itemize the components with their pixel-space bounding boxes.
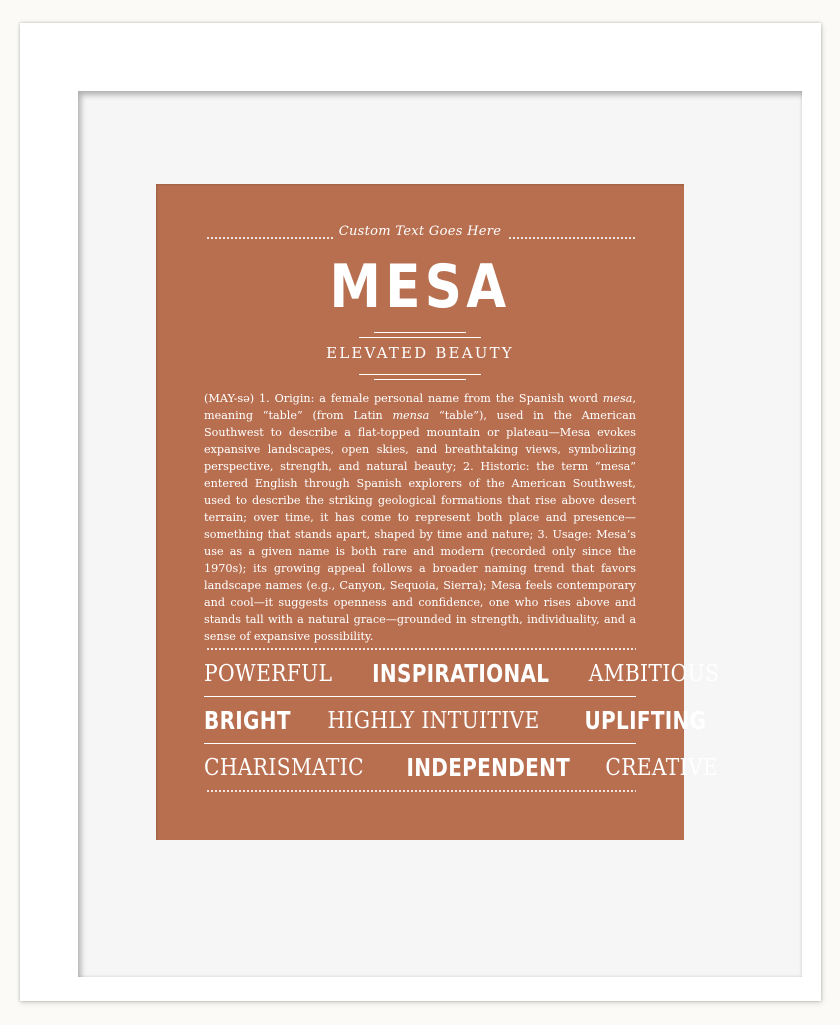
definition-part-3: “table”), used in the American Southwest to describe a flat-topped mountain or plateau—Mesa evokes expansive landscapes, open skies, and breathtaking views, symbolizing perspective, strength, and natural beauty; 2. Historic: the term “mesa” entered English through Spanish explorers of the American Southwest, used to describe the striking geological formations that rise above desert terrain; over time, it has come to represent both place and presence—something that stands apart, shaped by time and nature; 3. Usage: Mesa’s use as a given name is both rare and modern (recorded only since the 1970s); its growing appeal follows a broader naming trend that favors landscape names (e.g., Canyon, Sequoia, Sierra); Mesa feels contemporary and cool—it suggests openness and confidence, one who rises above and stands tall with a natural grace—grounded in strength, individuality, and a sense of expansive possibility.	[204, 409, 636, 643]
trait-word: POWERFUL	[204, 661, 333, 687]
trait-word: CREATIVE	[605, 755, 719, 781]
trait-word: INDEPENDENT	[406, 753, 570, 782]
definition-text	[204, 390, 636, 645]
name-meaning: ELEVATED BEAUTY	[326, 344, 514, 362]
trait-row-3	[204, 747, 719, 789]
custom-text: Custom Text Goes Here	[338, 224, 502, 239]
rule-bottom-2	[374, 379, 466, 380]
definition-part-2: , meaning “table” (from Latin	[204, 392, 636, 422]
rule-top-1	[374, 332, 466, 333]
name-title: MESA	[329, 252, 511, 322]
definition-part-1: 1. Origin: a female personal name from the Spanish word	[254, 392, 603, 405]
rule-top-2	[359, 337, 481, 338]
rule-bottom-1	[359, 374, 481, 375]
trait-word: INSPIRATIONAL	[372, 659, 550, 688]
trait-word: CHARISMATIC	[204, 755, 364, 781]
trait-word: AMBITIOUS	[589, 661, 720, 687]
trait-row-1	[204, 653, 720, 695]
trait-divider-2	[204, 743, 636, 744]
dotted-divider-traits-bottom	[206, 790, 636, 792]
definition-em-2: mensa	[392, 409, 430, 422]
trait-word: BRIGHT	[204, 706, 291, 735]
trait-divider-1	[204, 696, 636, 697]
name-print	[156, 184, 720, 840]
trait-word: HIGHLY INTUITIVE	[326, 708, 540, 734]
trait-row-2	[204, 700, 706, 742]
trait-word: UPLIFTING	[584, 706, 706, 735]
dotted-divider-traits-top	[206, 648, 636, 650]
definition-em-1: mesa	[602, 392, 633, 405]
pronunciation: (MAY-sə)	[204, 392, 255, 405]
